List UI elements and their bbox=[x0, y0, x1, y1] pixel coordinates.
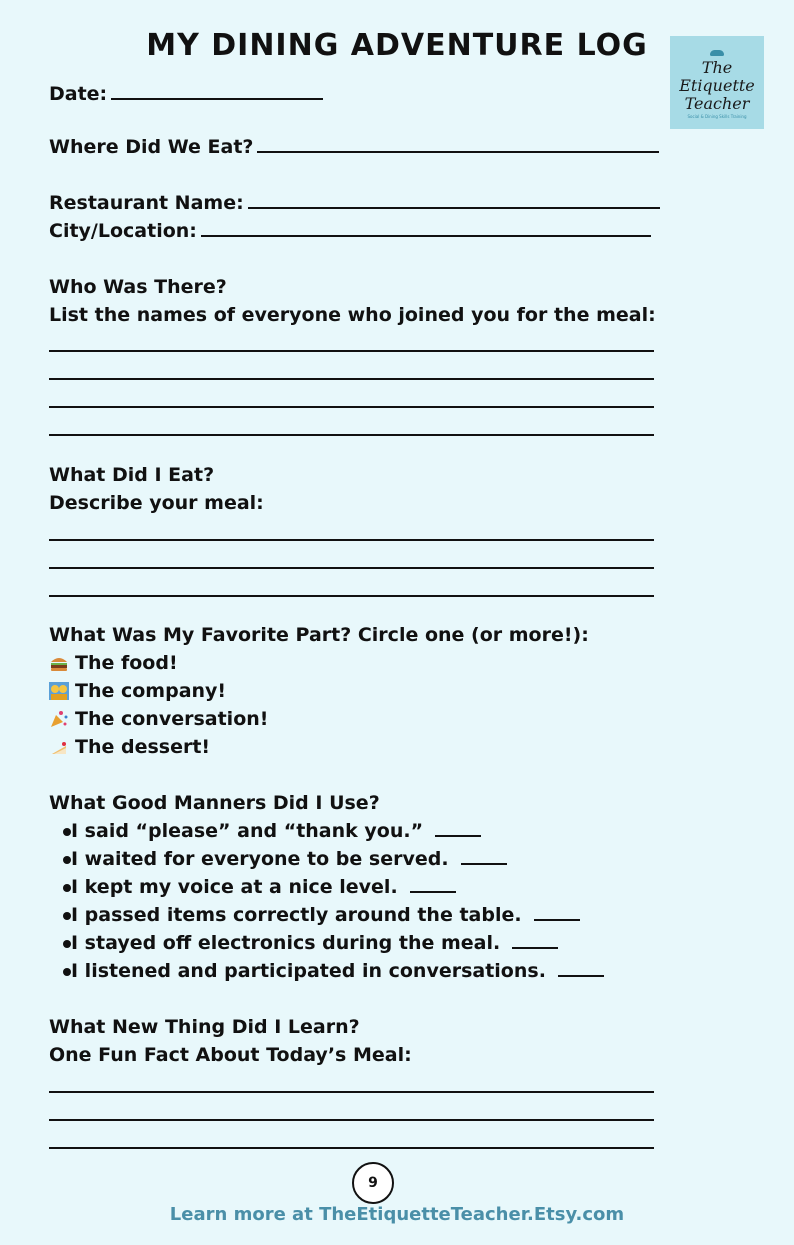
favorite-option[interactable] bbox=[49, 705, 268, 733]
bullet bbox=[63, 856, 71, 864]
eat-line[interactable] bbox=[49, 539, 654, 541]
who-line[interactable] bbox=[49, 350, 654, 352]
who-heading: Who Was There? bbox=[49, 276, 227, 298]
who-line[interactable] bbox=[49, 378, 654, 380]
etiquette-teacher-logo bbox=[670, 36, 764, 129]
check-blank[interactable] bbox=[461, 845, 507, 865]
logo-line-3: Teacher bbox=[684, 94, 750, 113]
page-number: 9 bbox=[352, 1162, 394, 1204]
learn-prompt: One Fun Fact About Today’s Meal: bbox=[49, 1044, 412, 1066]
manners-heading: What Good Manners Did I Use? bbox=[49, 792, 380, 814]
manners-item[interactable] bbox=[49, 845, 669, 873]
bullet bbox=[63, 968, 71, 976]
bullet bbox=[63, 828, 71, 836]
logo-line-1: The bbox=[701, 58, 733, 77]
favorite-option[interactable] bbox=[49, 677, 226, 705]
bullet bbox=[63, 912, 71, 920]
footer-link[interactable]: Learn more at TheEtiquetteTeacher.Etsy.com bbox=[169, 1204, 625, 1225]
learn-line[interactable] bbox=[49, 1147, 654, 1149]
city-label: City/Location: bbox=[49, 220, 197, 242]
page-title: MY DINING ADVENTURE LOG bbox=[146, 28, 648, 63]
manners-item-label: I said “please” and “thank you.” bbox=[71, 820, 424, 842]
restaurant-blank[interactable] bbox=[248, 189, 660, 209]
check-blank[interactable] bbox=[435, 817, 481, 837]
logo-tagline: Social & Dining Skills Training bbox=[687, 114, 747, 119]
check-blank[interactable] bbox=[534, 901, 580, 921]
manners-item-label: I passed items correctly around the table. bbox=[71, 904, 522, 926]
favorite-option-label: The dessert! bbox=[75, 736, 211, 758]
manners-item-label: I listened and participated in conversations. bbox=[71, 960, 546, 982]
eat-line[interactable] bbox=[49, 567, 654, 569]
date-blank[interactable] bbox=[111, 80, 323, 100]
manners-item[interactable] bbox=[49, 901, 669, 929]
logo-line-2: Etiquette bbox=[679, 76, 755, 95]
who-line[interactable] bbox=[49, 406, 654, 408]
learn-heading: What New Thing Did I Learn? bbox=[49, 1016, 360, 1038]
date-field[interactable] bbox=[49, 80, 323, 108]
party-popper-icon bbox=[49, 710, 69, 728]
people-icon bbox=[49, 682, 69, 700]
favorite-option-label: The company! bbox=[75, 680, 227, 702]
city-blank[interactable] bbox=[201, 217, 651, 237]
eat-heading: What Did I Eat? bbox=[49, 464, 215, 486]
check-blank[interactable] bbox=[558, 957, 604, 977]
eat-prompt: Describe your meal: bbox=[49, 492, 264, 514]
where-field[interactable] bbox=[49, 133, 659, 161]
who-line[interactable] bbox=[49, 434, 654, 436]
eat-line[interactable] bbox=[49, 595, 654, 597]
where-label: Where Did We Eat? bbox=[49, 136, 254, 158]
favorite-option-label: The conversation! bbox=[75, 708, 269, 730]
manners-item-label: I stayed off electronics during the meal. bbox=[71, 932, 501, 954]
favorite-option[interactable] bbox=[49, 649, 178, 677]
manners-item[interactable] bbox=[49, 929, 669, 957]
check-blank[interactable] bbox=[512, 929, 558, 949]
where-blank[interactable] bbox=[257, 133, 659, 153]
manners-item-label: I kept my voice at a nice level. bbox=[71, 876, 398, 898]
bullet bbox=[63, 940, 71, 948]
bullet bbox=[63, 884, 71, 892]
restaurant-label: Restaurant Name: bbox=[49, 192, 244, 214]
favorite-option-label: The food! bbox=[75, 652, 178, 674]
manners-item-label: I waited for everyone to be served. bbox=[71, 848, 449, 870]
city-field[interactable] bbox=[49, 217, 651, 245]
date-label: Date: bbox=[49, 83, 108, 105]
manners-item[interactable] bbox=[49, 873, 669, 901]
favorite-heading: What Was My Favorite Part? Circle one (or more!): bbox=[49, 624, 589, 646]
learn-line[interactable] bbox=[49, 1119, 654, 1121]
manners-item[interactable] bbox=[49, 957, 669, 985]
who-prompt: List the names of everyone who joined you for the meal: bbox=[49, 304, 656, 326]
burger-icon bbox=[49, 654, 69, 672]
learn-line[interactable] bbox=[49, 1091, 654, 1093]
check-blank[interactable] bbox=[410, 873, 456, 893]
bird-icon bbox=[710, 50, 724, 56]
manners-item[interactable] bbox=[49, 817, 669, 845]
favorite-option[interactable] bbox=[49, 733, 210, 761]
cake-icon bbox=[49, 738, 69, 756]
restaurant-field[interactable] bbox=[49, 189, 660, 217]
